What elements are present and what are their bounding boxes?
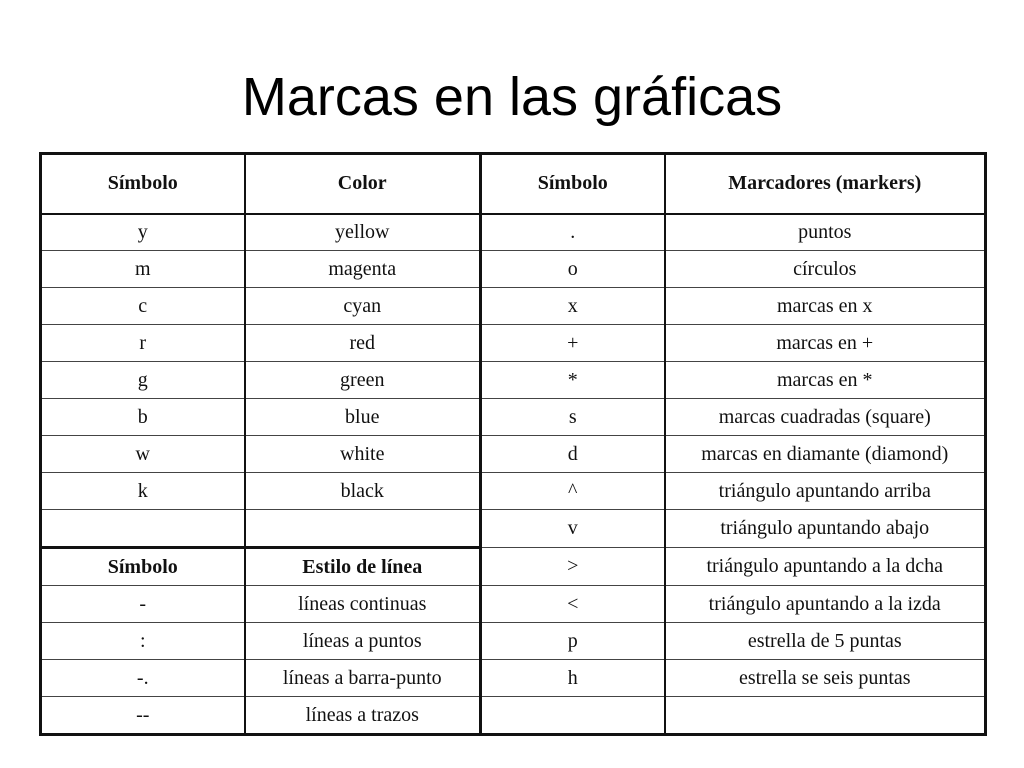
cell-symbol: k: [41, 473, 245, 510]
cell-description: triángulo apuntando a la izda: [665, 586, 986, 623]
cell-symbol: m: [41, 251, 245, 288]
cell-description: black: [245, 473, 481, 510]
cell-description: red: [245, 325, 481, 362]
cell-description: triángulo apuntando a la dcha: [665, 548, 986, 586]
cell-description: marcas en +: [665, 325, 986, 362]
header-markers: Marcadores (markers): [665, 154, 986, 214]
table-row: [41, 697, 986, 735]
cell-description: triángulo apuntando arriba: [665, 473, 986, 510]
cell-description: triángulo apuntando abajo: [665, 510, 986, 548]
header-symbol: Símbolo: [41, 154, 245, 214]
table-row: [41, 436, 986, 473]
table-row: [41, 325, 986, 362]
cell-symbol: <: [481, 586, 665, 623]
cell-symbol: +: [481, 325, 665, 362]
table-row: [41, 251, 986, 288]
table-row: [41, 214, 986, 251]
cell-symbol: x: [481, 288, 665, 325]
cell-description: líneas a puntos: [245, 623, 481, 660]
table-header-row: [41, 154, 986, 214]
cell-symbol: [481, 697, 665, 735]
table-row: [41, 473, 986, 510]
cell-description: cyan: [245, 288, 481, 325]
cell-symbol: --: [41, 697, 245, 735]
cell-symbol: p: [481, 623, 665, 660]
cell-symbol: y: [41, 214, 245, 251]
cell-symbol: *: [481, 362, 665, 399]
table-row: [41, 362, 986, 399]
cell-symbol: ^: [481, 473, 665, 510]
cell-symbol: s: [481, 399, 665, 436]
cell-description: estrella de 5 puntas: [665, 623, 986, 660]
cell-description: líneas continuas: [245, 586, 481, 623]
cell-symbol: v: [481, 510, 665, 548]
header-symbol: Símbolo: [481, 154, 665, 214]
table-row: [41, 510, 986, 548]
cell-symbol: >: [481, 548, 665, 586]
table-row: [41, 660, 986, 697]
cell-description: marcas en *: [665, 362, 986, 399]
cell-symbol: g: [41, 362, 245, 399]
cell-description: green: [245, 362, 481, 399]
cell-symbol: o: [481, 251, 665, 288]
markers-table: [39, 152, 987, 736]
cell-symbol: w: [41, 436, 245, 473]
table-row: [41, 548, 986, 586]
cell-description: líneas a barra-punto: [245, 660, 481, 697]
cell-symbol: b: [41, 399, 245, 436]
cell-symbol: c: [41, 288, 245, 325]
cell-symbol: [41, 510, 245, 548]
cell-description: círculos: [665, 251, 986, 288]
table-row: [41, 623, 986, 660]
cell-description: white: [245, 436, 481, 473]
cell-description: [245, 510, 481, 548]
cell-description: yellow: [245, 214, 481, 251]
table-row: [41, 399, 986, 436]
cell-symbol: r: [41, 325, 245, 362]
cell-description: blue: [245, 399, 481, 436]
cell-symbol: :: [41, 623, 245, 660]
cell-description: magenta: [245, 251, 481, 288]
cell-symbol: -.: [41, 660, 245, 697]
cell-description: estrella se seis puntas: [665, 660, 986, 697]
cell-symbol: d: [481, 436, 665, 473]
header-color: Color: [245, 154, 481, 214]
cell-description: marcas en x: [665, 288, 986, 325]
slide-title: Marcas en las gráficas: [241, 67, 783, 127]
cell-symbol: -: [41, 586, 245, 623]
table-row: [41, 288, 986, 325]
header-line-style: Estilo de línea: [245, 548, 481, 586]
cell-description: líneas a trazos: [245, 697, 481, 735]
header-symbol: Símbolo: [41, 548, 245, 586]
cell-description: marcas en diamante (diamond): [665, 436, 986, 473]
table-row: [41, 586, 986, 623]
cell-symbol: h: [481, 660, 665, 697]
cell-description: marcas cuadradas (square): [665, 399, 986, 436]
cell-description: puntos: [665, 214, 986, 251]
cell-description: [665, 697, 986, 735]
cell-symbol: .: [481, 214, 665, 251]
